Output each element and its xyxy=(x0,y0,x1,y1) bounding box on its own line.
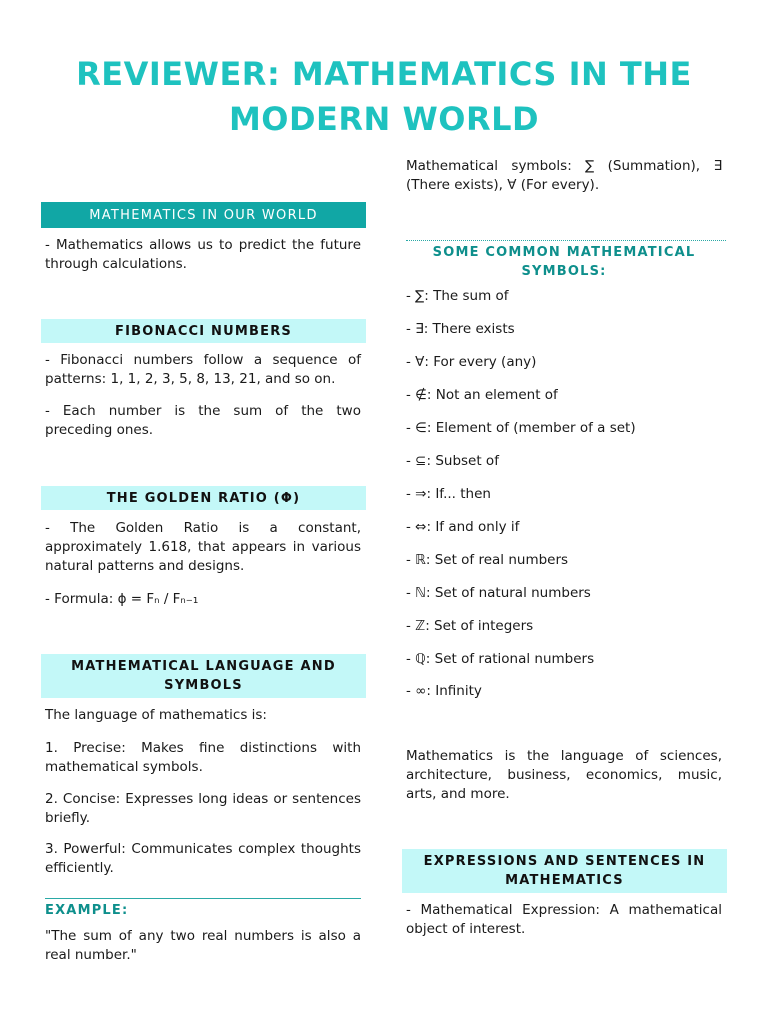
list-item: 1. Precise: Makes fine distinctions with mathematical symbols. xyxy=(45,740,361,775)
symbols-header: SOME COMMON MATHEMATICAL SYMBOLS: xyxy=(432,245,696,279)
list-item: - ℤ: Set of integers xyxy=(406,618,534,634)
list-item: - ∀: For every (any) xyxy=(406,354,537,370)
list-item: - ∞: Infinity xyxy=(406,683,482,699)
list-item: - ℝ: Set of real numbers xyxy=(406,552,569,568)
formula: - Formula: ϕ = Fₙ / Fₙ₋₁ xyxy=(45,591,199,607)
list-item: - ⇒: If... then xyxy=(406,486,491,502)
divider xyxy=(406,240,726,241)
list-item: - ℕ: Set of natural numbers xyxy=(406,585,591,601)
list-item: - ∑: The sum of xyxy=(406,288,509,304)
paragraph: - Each number is the sum of the two preceding ones. xyxy=(45,403,361,438)
list-item: - ⇔: If and only if xyxy=(406,519,520,535)
list-item: - ⊆: Subset of xyxy=(406,453,499,469)
section-header-golden-ratio: THE GOLDEN RATIO (Φ) xyxy=(41,486,366,510)
section-header-fibonacci: FIBONACCI NUMBERS xyxy=(41,319,366,343)
list-item: - ∃: There exists xyxy=(406,321,515,337)
example-label: EXAMPLE: xyxy=(45,903,129,918)
paragraph: Mathematical symbols: ∑ (Summation), ∃ (There exists), ∀ (For every). xyxy=(406,158,722,193)
list-item: 3. Powerful: Communicates complex thoughts efficiently. xyxy=(45,841,361,876)
example-text: "The sum of any two real numbers is also a real number." xyxy=(45,928,361,963)
paragraph: - Fibonacci numbers follow a sequence of patterns: 1, 1, 2, 3, 5, 8, 13, 21, and so on. xyxy=(45,352,361,387)
paragraph: - Mathematical Expression: A mathematical object of interest. xyxy=(406,902,722,937)
divider xyxy=(45,898,361,899)
paragraph: The language of mathematics is: xyxy=(45,707,267,723)
paragraph: - The Golden Ratio is a constant, approximately 1.618, that appears in various natural patterns and designs. xyxy=(45,520,361,574)
section-header-mathematics-in-our-world: MATHEMATICS IN OUR WORLD xyxy=(41,202,366,228)
section-header-math-language: MATHEMATICAL LANGUAGE AND SYMBOLS xyxy=(41,654,366,698)
list-item: - ℚ: Set of rational numbers xyxy=(406,651,595,667)
paragraph: Mathematics is the language of sciences, architecture, business, economics, music, arts, and more. xyxy=(406,748,722,802)
list-item: 2. Concise: Expresses long ideas or sentences briefly. xyxy=(45,791,361,826)
section-header-expressions: EXPRESSIONS AND SENTENCES IN MATHEMATICS xyxy=(402,849,727,893)
page-title: REVIEWER: MATHEMATICS IN THE MODERN WORLD xyxy=(76,55,692,138)
paragraph: - Mathematics allows us to predict the future through calculations. xyxy=(45,237,361,272)
list-item: - ∈: Element of (member of a set) xyxy=(406,420,636,436)
list-item: - ∉: Not an element of xyxy=(406,387,558,403)
